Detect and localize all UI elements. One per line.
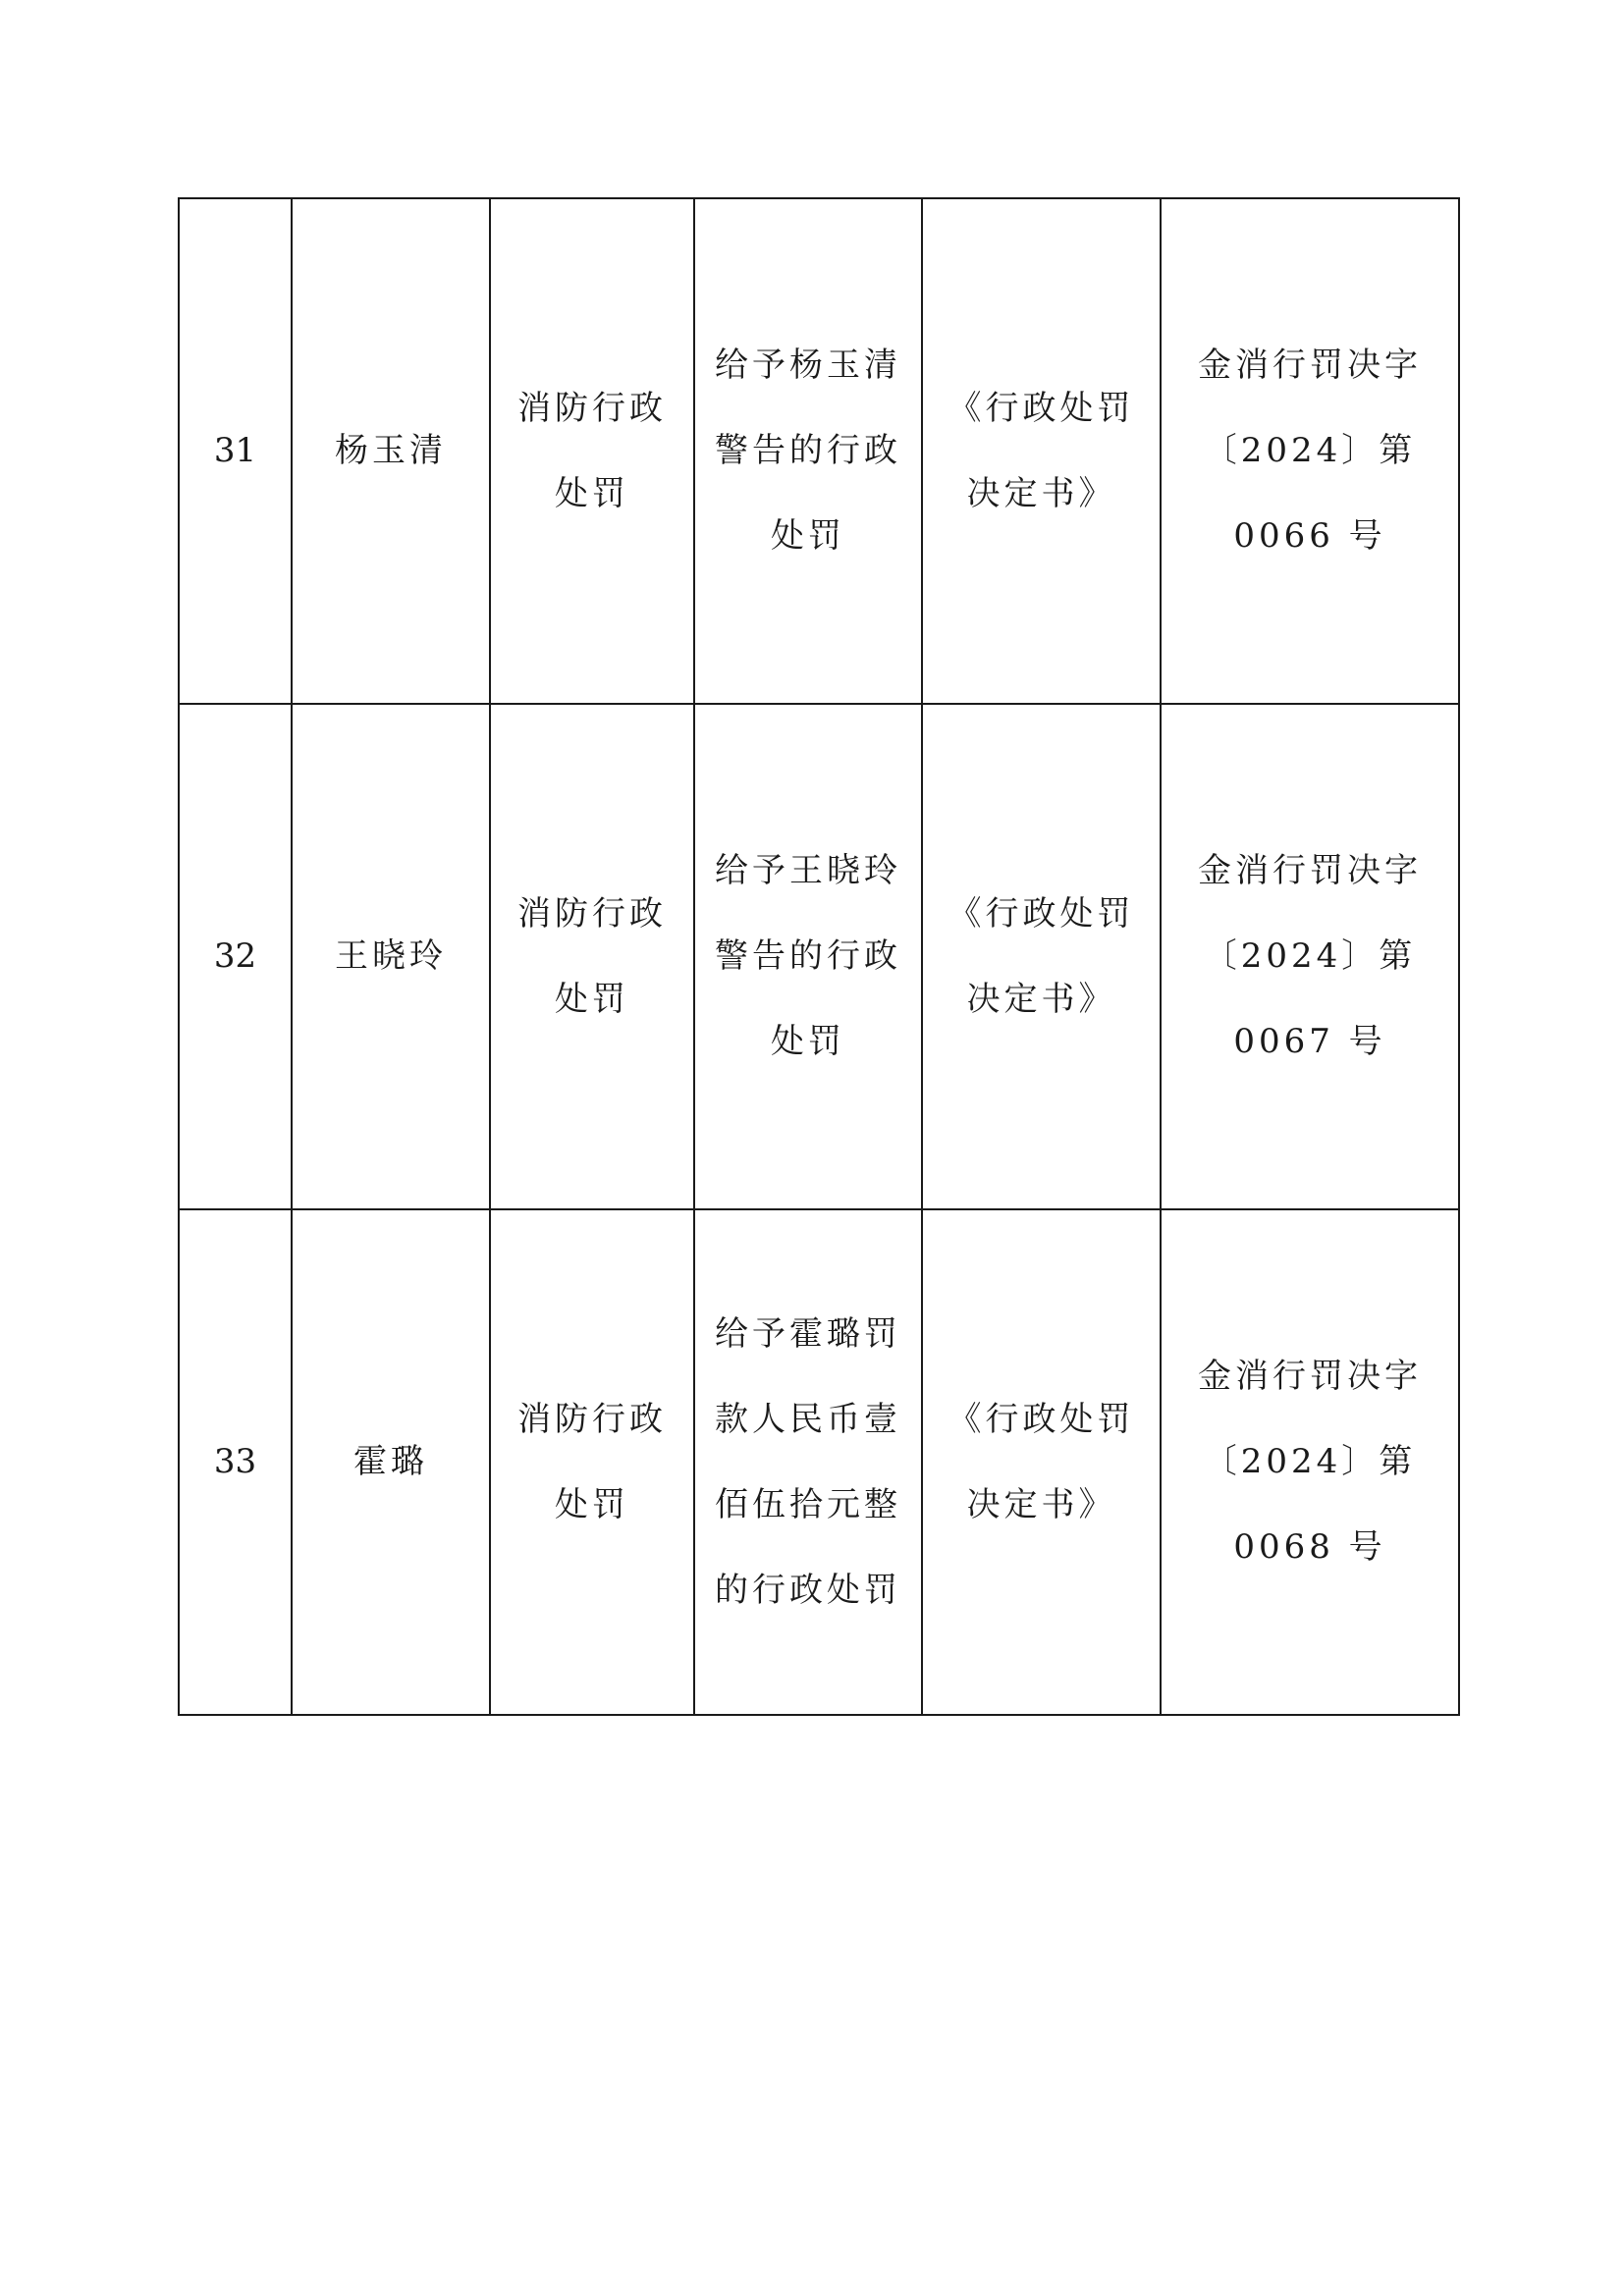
row-index-cell	[179, 704, 292, 1209]
penalty-content: 给予霍璐罚 款人民币壹 佰伍拾元整 的行政处罚	[715, 1313, 901, 1610]
name-cell	[292, 704, 490, 1209]
decision-number: 金消行罚决字 〔2024〕第 0068 号	[1198, 1357, 1422, 1567]
row-index-cell	[179, 1209, 292, 1715]
decision-number: 金消行罚决字 〔2024〕第 0067 号	[1198, 851, 1422, 1061]
document-cell	[922, 704, 1161, 1209]
document-type: 《行政处罚 决定书》	[947, 893, 1135, 1019]
content-cell	[694, 198, 922, 704]
content-cell	[694, 1209, 922, 1715]
penalty-records-table	[178, 197, 1460, 1716]
decision-number-cell	[1161, 704, 1459, 1209]
content-cell	[694, 704, 922, 1209]
document-type: 《行政处罚 决定书》	[947, 388, 1135, 513]
category-cell	[490, 1209, 694, 1715]
row-index: 32	[213, 936, 257, 976]
document-cell	[922, 1209, 1161, 1715]
table-row	[179, 198, 1459, 704]
name-cell	[292, 198, 490, 704]
party-name: 王晓玲	[335, 936, 447, 976]
party-name: 霍璐	[353, 1442, 428, 1481]
row-index: 33	[213, 1442, 257, 1481]
category-cell	[490, 198, 694, 704]
row-index: 31	[213, 431, 257, 470]
document-cell	[922, 198, 1161, 704]
decision-number-cell	[1161, 198, 1459, 704]
penalty-content: 给予杨玉清 警告的行政 处罚	[715, 346, 901, 556]
document-type: 《行政处罚 决定书》	[947, 1399, 1135, 1524]
decision-number-cell	[1161, 1209, 1459, 1715]
penalty-category: 消防行政 处罚	[517, 1399, 667, 1524]
table-row	[179, 1209, 1459, 1715]
penalty-category: 消防行政 处罚	[517, 388, 667, 513]
party-name: 杨玉清	[335, 431, 447, 470]
name-cell	[292, 1209, 490, 1715]
penalty-category: 消防行政 处罚	[517, 893, 667, 1019]
penalty-content: 给予王晓玲 警告的行政 处罚	[715, 851, 901, 1061]
row-index-cell	[179, 198, 292, 704]
category-cell	[490, 704, 694, 1209]
decision-number: 金消行罚决字 〔2024〕第 0066 号	[1198, 346, 1422, 556]
table-row	[179, 704, 1459, 1209]
